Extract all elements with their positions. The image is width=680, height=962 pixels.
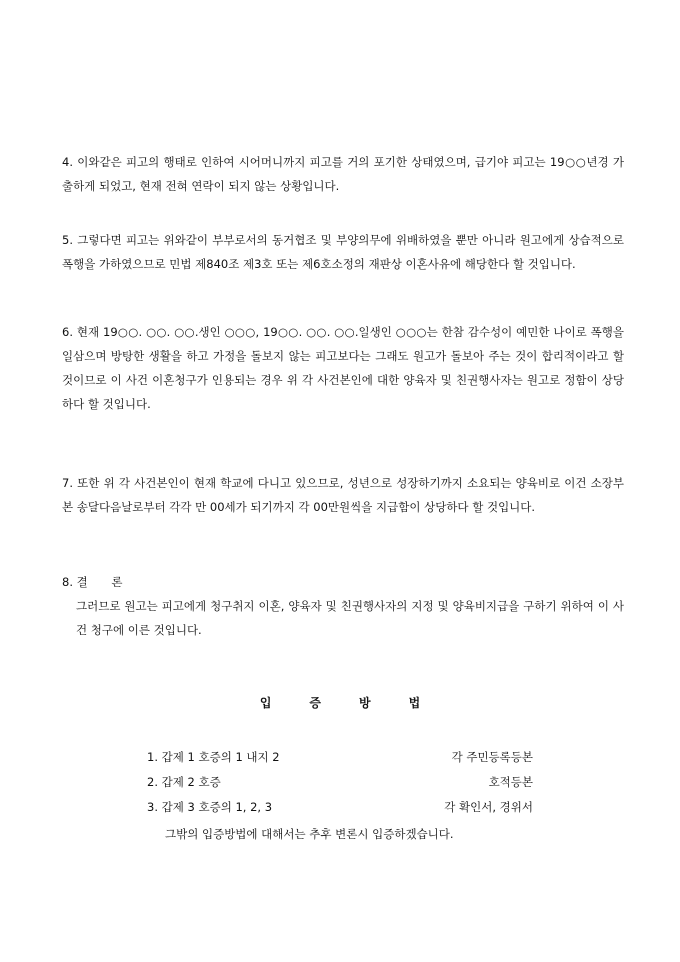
evidence-heading: 입증방법 <box>259 696 459 710</box>
evidence-item-document: 호적등본 <box>488 775 533 789</box>
paragraph-5 <box>62 228 624 276</box>
paragraph-text: 현재 19○○. ○○. ○○.생인 ○○○, 19○○. ○○. ○○.일생인 ○○○는 한참 감수성이 예민한 나이로 폭행을 일삼으며 방탕한 생활을 하고 가정을 돌보지 않는 피고보다는 그래도 원고가 돌보아 주는 것이 합리적이라고 할 것이므로 이 사건 이혼청구가 인용되는 경우 위 각 사건본인에 대한 양육자 및 친권행사자는 원고로 정함이 상당하다 할 것입니다. <box>62 325 624 411</box>
paragraph-number: 5. <box>62 233 73 247</box>
evidence-item-document: 각 확인서, 경위서 <box>444 800 533 814</box>
paragraph-6 <box>62 320 624 416</box>
evidence-item-label: 3. 갑제 3 호증의 1, 2, 3 <box>147 800 273 814</box>
paragraph-text: 이와같은 피고의 행태로 인하여 시어머니까지 피고를 거의 포기한 상태였으며, 급기야 피고는 19○○년경 가출하게 되었고, 현재 전혀 연락이 되지 않는 상황입니다. <box>62 155 624 193</box>
paragraph-7 <box>62 471 624 519</box>
paragraph-text: 그렇다면 피고는 위와같이 부부로서의 동거협조 및 부양의무에 위배하였을 뿐만 아니라 원고에게 상습적으로 폭행을 가하였으므로 민법 제840조 제3호 또는 제6호소정의 재판상 이혼사유에 해당한다 할 것입니다. <box>62 233 624 271</box>
paragraph-number: 6. <box>62 325 73 339</box>
evidence-item <box>147 771 533 793</box>
paragraph-number: 8. <box>62 575 73 589</box>
evidence-item-label: 1. 갑제 1 호증의 1 내지 2 <box>147 750 280 764</box>
paragraph-8-conclusion <box>62 570 624 642</box>
evidence-item-document: 각 주민등록등본 <box>451 750 533 764</box>
paragraph-number: 4. <box>62 155 73 169</box>
conclusion-heading: 결 론 <box>76 575 133 589</box>
paragraph-4 <box>62 150 624 198</box>
evidence-item <box>147 796 533 818</box>
evidence-item-label: 2. 갑제 2 호증 <box>147 775 221 789</box>
evidence-note: 그밖의 입증방법에 대해서는 추후 변론시 입증하겠습니다. <box>165 827 454 841</box>
evidence-item <box>147 746 533 768</box>
paragraph-text: 또한 위 각 사건본인이 현재 학교에 다니고 있으므로, 성년으로 성장하기까지 소요되는 양육비로 이건 소장부본 송달다음날로부터 각각 만 00세가 되기까지 각 00만원씩을 지급함이 상당하다 할 것입니다. <box>62 476 625 514</box>
paragraph-text: 그러므로 원고는 피고에게 청구취지 이혼, 양육자 및 친권행사자의 지정 및 양육비지급을 구하기 위하여 이 사건 청구에 이른 것입니다. <box>76 599 624 637</box>
paragraph-number: 7. <box>62 476 73 490</box>
